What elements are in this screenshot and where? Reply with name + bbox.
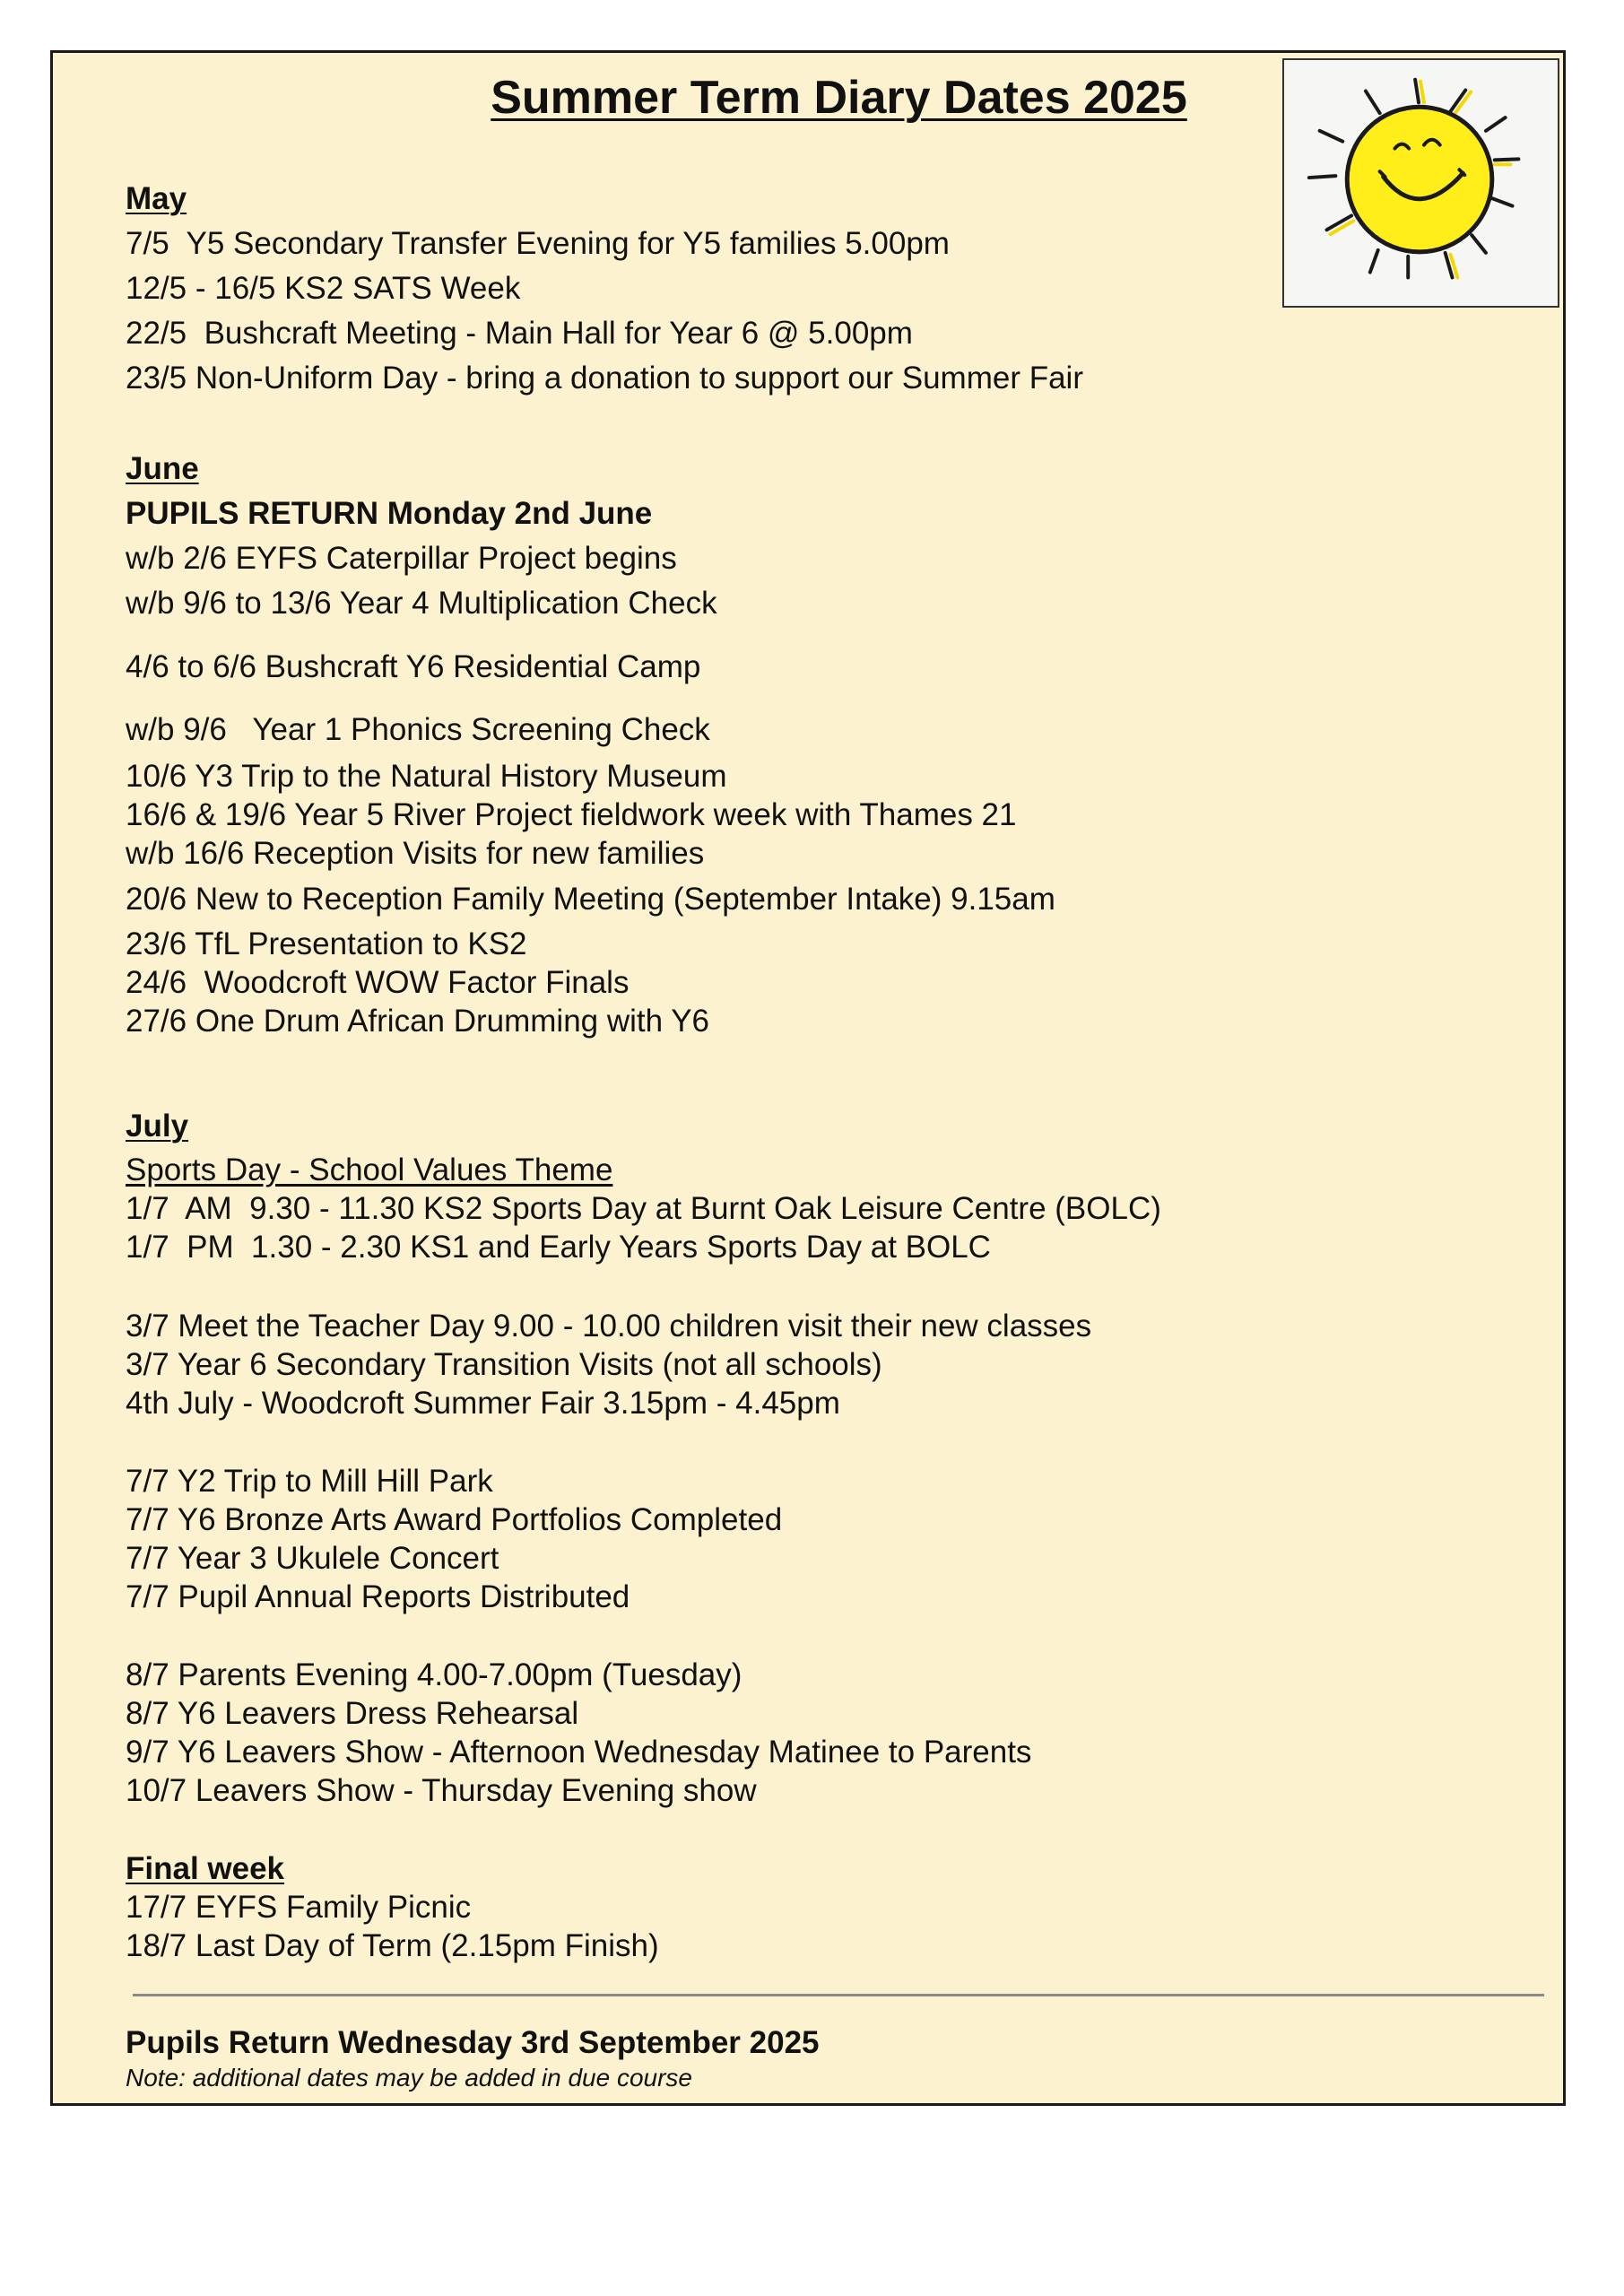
list-item: 7/7 Y2 Trip to Mill Hill Park [126,1464,493,1499]
list-item: 20/6 New to Reception Family Meeting (September Intake) 9.15am [126,882,1055,917]
list-item: 18/7 Last Day of Term (2.15pm Finish) [126,1928,659,1963]
sports-day-subheading: Sports Day - School Values Theme [126,1152,613,1187]
list-item: 7/5 Y5 Secondary Transfer Evening for Y5 families 5.00pm [126,226,950,261]
section-heading-may: May [126,181,187,216]
list-item: 16/6 & 19/6 Year 5 River Project fieldwork week with Thames 21 [126,797,1017,832]
list-item: 24/6 Woodcroft WOW Factor Finals [126,965,630,1000]
list-item: 3/7 Meet the Teacher Day 9.00 - 10.00 children visit their new classes [126,1309,1092,1344]
page-title: Summer Term Diary Dates 2025 [491,72,1187,124]
list-item: 10/6 Y3 Trip to the Natural History Museum [126,759,727,794]
pupils-return-september: Pupils Return Wednesday 3rd September 2025 [126,2025,820,2060]
pupils-return-june: PUPILS RETURN Monday 2nd June [126,496,653,531]
list-item: w/b 9/6 Year 1 Phonics Screening Check [126,712,710,747]
section-heading-july: July [126,1109,189,1144]
list-item: 3/7 Year 6 Secondary Transition Visits (not all schools) [126,1347,882,1382]
list-item: 27/6 One Drum African Drumming with Y6 [126,1004,710,1039]
list-item: 17/7 EYFS Family Picnic [126,1890,472,1925]
list-item: w/b 9/6 to 13/6 Year 4 Multiplication Check [126,586,717,621]
section-heading-june: June [126,451,199,486]
list-item: 8/7 Parents Evening 4.00-7.00pm (Tuesday) [126,1657,743,1692]
list-item: 4th July - Woodcroft Summer Fair 3.15pm - 4.45pm [126,1386,840,1421]
list-item: 7/7 Y6 Bronze Arts Award Portfolios Completed [126,1502,783,1537]
smiling-sun-icon [1284,60,1558,306]
list-item: 23/6 TfL Presentation to KS2 [126,926,527,961]
list-item: w/b 16/6 Reception Visits for new families [126,836,705,871]
list-item: 1/7 AM 9.30 - 11.30 KS2 Sports Day at Burnt Oak Leisure Centre (BOLC) [126,1191,1161,1226]
list-item: 7/7 Pupil Annual Reports Distributed [126,1579,630,1614]
list-item: 12/5 - 16/5 KS2 SATS Week [126,271,521,306]
sun-illustration-frame [1282,58,1559,308]
footnote: Note: additional dates may be added in due course [126,2064,692,2092]
section-heading-final-week: Final week [126,1851,285,1886]
list-item: w/b 2/6 EYFS Caterpillar Project begins [126,541,677,576]
list-item: 22/5 Bushcraft Meeting - Main Hall for Year 6 @ 5.00pm [126,316,913,351]
list-item: 8/7 Y6 Leavers Dress Rehearsal [126,1696,579,1731]
list-item: 4/6 to 6/6 Bushcraft Y6 Residential Camp [126,649,701,684]
list-item: 7/7 Year 3 Ukulele Concert [126,1541,499,1576]
list-item: 9/7 Y6 Leavers Show - Afternoon Wednesday Matinee to Parents [126,1735,1032,1770]
list-item: 1/7 PM 1.30 - 2.30 KS1 and Early Years Sports Day at BOLC [126,1230,991,1265]
divider [133,1994,1544,1996]
list-item: 10/7 Leavers Show - Thursday Evening show [126,1773,757,1808]
list-item: 23/5 Non-Uniform Day - bring a donation to support our Summer Fair [126,361,1083,396]
